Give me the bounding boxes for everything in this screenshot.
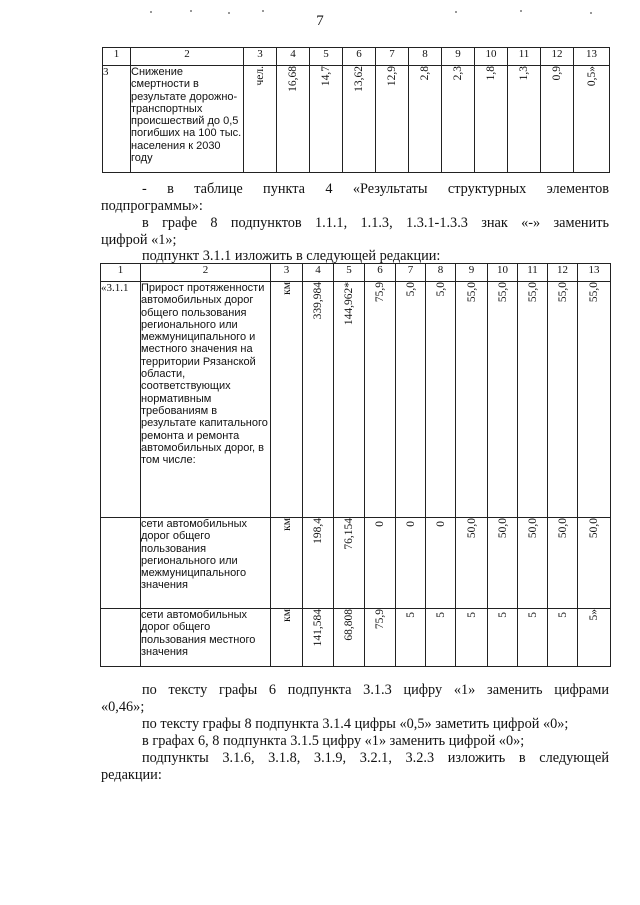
paragraph-line: по тексту графы 8 подпункта 3.1.4 цифры «0,5» заметить цифрой «0»; [142, 716, 569, 732]
table-header-row [103, 48, 610, 66]
row-number: 3 [103, 66, 131, 173]
indicator-name: сети автомобильных дорог общего пользования регионального или межмуниципального значения [141, 518, 271, 609]
value-cell [574, 66, 610, 173]
value-cell [303, 518, 334, 609]
header-cell: 9 [442, 48, 475, 66]
value-label: 50,0 [556, 518, 569, 539]
unit-cell [244, 66, 277, 173]
scan-speck [520, 10, 522, 12]
value-label: 16,68 [287, 66, 299, 92]
value-label: 50,0 [526, 518, 539, 539]
unit-cell [271, 609, 303, 667]
header-cell: 9 [456, 264, 488, 282]
header-cell: 8 [426, 264, 456, 282]
header-cell: 7 [376, 48, 409, 66]
value-cell [456, 282, 488, 518]
value-cell [548, 518, 578, 609]
value-cell [456, 609, 488, 667]
value-label: 68,808 [343, 609, 355, 641]
header-cell: 1 [103, 48, 131, 66]
value-cell [396, 282, 426, 518]
value-label: 198,4 [312, 518, 324, 544]
value-label: 13,62 [353, 66, 365, 92]
paragraph-line: в графе 8 подпунктов 1.1.1, 1.1.3, 1.3.1-1.3.3 знак «-» заменить [142, 215, 609, 231]
header-cell: 5 [310, 48, 343, 66]
subitem-table [100, 263, 611, 667]
value-label: 75,9 [374, 609, 386, 630]
page-number: 7 [316, 13, 324, 29]
value-cell [303, 282, 334, 518]
unit-label: чел. [254, 66, 266, 86]
unit-label: км [280, 609, 293, 622]
value-label: 0,5» [585, 66, 598, 87]
header-cell: 4 [303, 264, 334, 282]
value-cell [578, 282, 611, 518]
value-label: 144,962* [343, 282, 355, 326]
header-cell: 13 [578, 264, 611, 282]
value-cell [426, 518, 456, 609]
value-label: 2,3 [452, 66, 464, 81]
value-label: 141,584 [312, 609, 324, 647]
value-label: 76,154 [343, 518, 355, 550]
paragraph-line: - в таблице пункта 4 «Результаты структурных элементов [142, 181, 609, 197]
unit-label: км [280, 518, 293, 531]
value-label: 5,0 [404, 282, 417, 297]
paragraph-line: редакции: [101, 767, 162, 783]
header-cell: 10 [475, 48, 508, 66]
value-label: 0 [404, 521, 417, 527]
table-header-row [101, 264, 611, 282]
header-cell: 2 [141, 264, 271, 282]
value-label: 5 [404, 612, 417, 618]
value-cell [548, 609, 578, 667]
value-cell [365, 282, 396, 518]
header-cell: 8 [409, 48, 442, 66]
unit-cell [271, 518, 303, 609]
header-cell: 6 [365, 264, 396, 282]
unit-label: км [280, 282, 293, 295]
value-cell [310, 66, 343, 173]
value-cell [518, 518, 548, 609]
value-label: 55,0 [588, 282, 600, 303]
value-label: 2,8 [419, 66, 431, 81]
value-cell [426, 609, 456, 667]
value-label: 5 [496, 612, 509, 618]
header-cell: 10 [488, 264, 518, 282]
header-cell: 2 [131, 48, 244, 66]
value-label: 339,984 [312, 282, 324, 320]
indicator-name: Прирост протяженности автомобильных дорог общего пользования регионального или межмуниципального и местного значения на территории Рязанской области, соответствующих нормативным требованиям в результате капитального ремонта и ремонта автомобильных дорог, в том числе: [141, 282, 271, 518]
value-label: 5 [556, 612, 569, 618]
value-cell [426, 282, 456, 518]
header-cell: 3 [271, 264, 303, 282]
paragraph-line: «0,46»; [101, 699, 145, 715]
value-cell [508, 66, 541, 173]
value-label: 1,8 [485, 66, 497, 81]
unit-cell [271, 282, 303, 518]
value-label: 0 [374, 521, 386, 527]
header-cell: 12 [541, 48, 574, 66]
table-row [103, 66, 610, 173]
row-number [101, 609, 141, 667]
value-label: 75,9 [374, 282, 386, 303]
indicator-name: сети автомобильных дорог общего пользования местного значения [141, 609, 271, 667]
value-label: 1,3 [518, 66, 530, 81]
value-label: 50,0 [465, 518, 478, 539]
value-cell [442, 66, 475, 173]
paragraph-line: подпрограммы»: [101, 198, 203, 214]
value-cell [303, 609, 334, 667]
value-label: 55,0 [556, 282, 569, 303]
value-cell [334, 518, 365, 609]
value-cell [578, 609, 611, 667]
table-row [101, 518, 611, 609]
header-cell: 3 [244, 48, 277, 66]
paragraph-line: по тексту графы 6 подпункта 3.1.3 цифру «1» заменить цифрами [142, 682, 609, 698]
value-cell [365, 609, 396, 667]
value-cell [578, 518, 611, 609]
value-cell [541, 66, 574, 173]
table-row [101, 282, 611, 518]
header-cell: 6 [343, 48, 376, 66]
value-cell [334, 282, 365, 518]
indicator-table [102, 47, 610, 173]
header-cell: 4 [277, 48, 310, 66]
value-label: 50,0 [496, 518, 509, 539]
value-label: 5 [465, 612, 478, 618]
header-cell: 11 [518, 264, 548, 282]
value-label: 5 [434, 612, 447, 618]
value-label: 5,0 [434, 282, 447, 297]
value-cell [475, 66, 508, 173]
value-cell [396, 518, 426, 609]
value-cell [518, 609, 548, 667]
value-label: 50,0 [588, 518, 600, 539]
value-cell [365, 518, 396, 609]
value-label: 0 [434, 521, 447, 527]
value-cell [518, 282, 548, 518]
value-cell [548, 282, 578, 518]
value-cell [396, 609, 426, 667]
row-number [101, 518, 141, 609]
paragraph-line: в графах 6, 8 подпункта 3.1.5 цифру «1» заменить цифрой «0»; [142, 733, 525, 749]
scan-speck [262, 10, 264, 12]
header-cell: 5 [334, 264, 365, 282]
paragraph-line: подпункты 3.1.6, 3.1.8, 3.1.9, 3.2.1, 3.2.3 изложить в следующей [142, 750, 609, 766]
value-cell [488, 609, 518, 667]
value-label: 5» [588, 609, 600, 621]
value-cell [456, 518, 488, 609]
value-label: 55,0 [526, 282, 539, 303]
row-number: «3.1.1 [101, 282, 141, 518]
value-cell [343, 66, 376, 173]
value-label: 14,7 [320, 66, 332, 87]
value-cell [376, 66, 409, 173]
value-label: 55,0 [465, 282, 478, 303]
value-cell [277, 66, 310, 173]
header-cell: 11 [508, 48, 541, 66]
table-row [101, 609, 611, 667]
header-cell: 12 [548, 264, 578, 282]
value-label: 5 [526, 612, 539, 618]
header-cell: 1 [101, 264, 141, 282]
header-cell: 13 [574, 48, 610, 66]
value-cell [334, 609, 365, 667]
scan-speck [190, 10, 192, 12]
header-cell: 7 [396, 264, 426, 282]
value-cell [488, 518, 518, 609]
paragraph-line: цифрой «1»; [101, 232, 177, 248]
paragraph-line: подпункт 3.1.1 изложить в следующей редакции: [142, 248, 441, 264]
value-cell [409, 66, 442, 173]
value-label: 55,0 [496, 282, 509, 303]
indicator-name: Снижение смертности в результате дорожно-транспортных происшествий до 0,5 погибших на 100 тыс. населения к 2030 году [131, 66, 244, 173]
value-label: 12,9 [386, 66, 398, 87]
value-label: 0,9 [551, 66, 563, 81]
value-cell [488, 282, 518, 518]
